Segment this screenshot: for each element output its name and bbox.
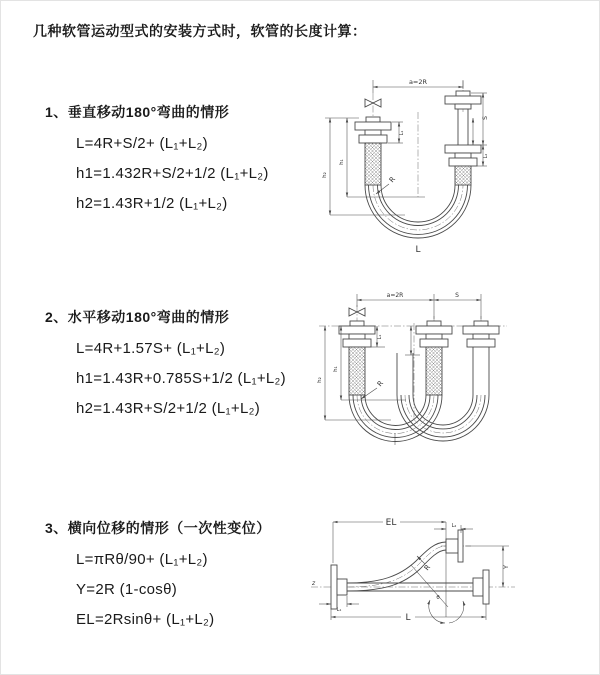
dim-l2 — [434, 523, 473, 533]
diagram-horizontal-180-bend — [311, 283, 551, 473]
formula-line: h2=1.43R+S/2+1/2 (L₁+L₂) — [76, 400, 261, 417]
dim-label-r: R — [375, 379, 386, 389]
dim-label-l: L — [415, 245, 421, 255]
section-1-heading: 1、垂直移动180°弯曲的情形 — [45, 104, 230, 120]
section-2-formulas — [76, 334, 286, 424]
dim-label-r: R — [422, 563, 433, 573]
section-3-formulas — [76, 545, 271, 635]
dim-label-h1: h₁ — [333, 366, 339, 372]
centerline-mark: z — [312, 580, 316, 587]
diagram-lateral-displacement — [303, 507, 533, 637]
section-1 — [45, 102, 269, 219]
dim-a2r-s — [357, 292, 481, 319]
section-2-heading: 2、水平移动180°弯曲的情形 — [45, 309, 230, 325]
dim-label-a2r: a=2R — [386, 292, 404, 299]
hose-s-curve — [347, 542, 446, 591]
dim-label-h2: h₂ — [322, 172, 328, 178]
dim-label-l2: L₂ — [483, 153, 489, 159]
braided-hose — [365, 143, 381, 185]
dim-label-l1: L₁ — [377, 334, 383, 340]
formula-line: Y=2R (1-cosθ) — [76, 581, 178, 598]
dim-label-r: R — [387, 175, 398, 185]
dim-label-a2r: a=2R — [408, 78, 428, 86]
dim-l1 — [319, 596, 359, 613]
middle-pipe-fitting — [416, 321, 452, 395]
dim-l — [331, 604, 486, 623]
formula-line: L=4R+S/2+ (L₁+L₂) — [76, 135, 208, 152]
right-flange — [473, 570, 489, 604]
formula-line: h1=1.43R+0.785S+1/2 (L₁+L₂) — [76, 370, 286, 387]
dim-label-l1: L₁ — [336, 607, 342, 613]
dim-label-l2: L₂ — [451, 523, 457, 529]
dim-label-l1: L₁ — [399, 130, 405, 136]
braided-hose — [426, 347, 442, 395]
hose-bend-shifted — [397, 353, 489, 441]
dim-label-s: S — [455, 292, 459, 299]
dim-label-h1: h₁ — [339, 159, 345, 165]
dim-label-y: Y — [502, 565, 510, 569]
dim-label-el: EL — [385, 518, 397, 528]
right-pipe-fitting — [445, 91, 481, 185]
angle-construction — [411, 522, 464, 623]
dim-el — [333, 518, 446, 563]
section-1-formulas — [76, 129, 269, 219]
dim-label-h2: h₂ — [317, 377, 323, 383]
formula-line: EL=2Rsinθ+ (L₁+L₂) — [76, 611, 215, 628]
upper-flange — [446, 530, 463, 562]
section-3-heading: 3、横向位移的情形（一次性变位） — [45, 520, 271, 536]
section-3 — [45, 518, 271, 635]
formula-line: h1=1.432R+S/2+1/2 (L₁+L₂) — [76, 165, 269, 182]
dim-fittings — [371, 326, 420, 355]
dim-a2r — [373, 78, 463, 93]
braided-hose — [455, 166, 471, 185]
formula-line: L=4R+1.57S+ (L₁+L₂) — [76, 340, 226, 357]
braided-hose — [349, 347, 365, 395]
page-title: 几种软管运动型式的安装方式时，软管的长度计算： — [33, 23, 367, 39]
formula-line: L=πRθ/90+ (L₁+L₂) — [76, 551, 208, 568]
left-pipe-fitting — [339, 321, 375, 395]
dim-label-l: L — [405, 613, 411, 623]
dim-label-theta: θ — [436, 595, 440, 601]
left-pipe-fitting — [355, 117, 391, 185]
dim-label-s: S — [482, 116, 489, 120]
section-2 — [45, 307, 286, 424]
diagram-vertical-180-bend — [313, 67, 553, 262]
left-flange — [331, 565, 347, 609]
shifted-pipe-fitting — [463, 321, 499, 395]
formula-line: h2=1.43R+1/2 (L₁+L₂) — [76, 195, 228, 212]
